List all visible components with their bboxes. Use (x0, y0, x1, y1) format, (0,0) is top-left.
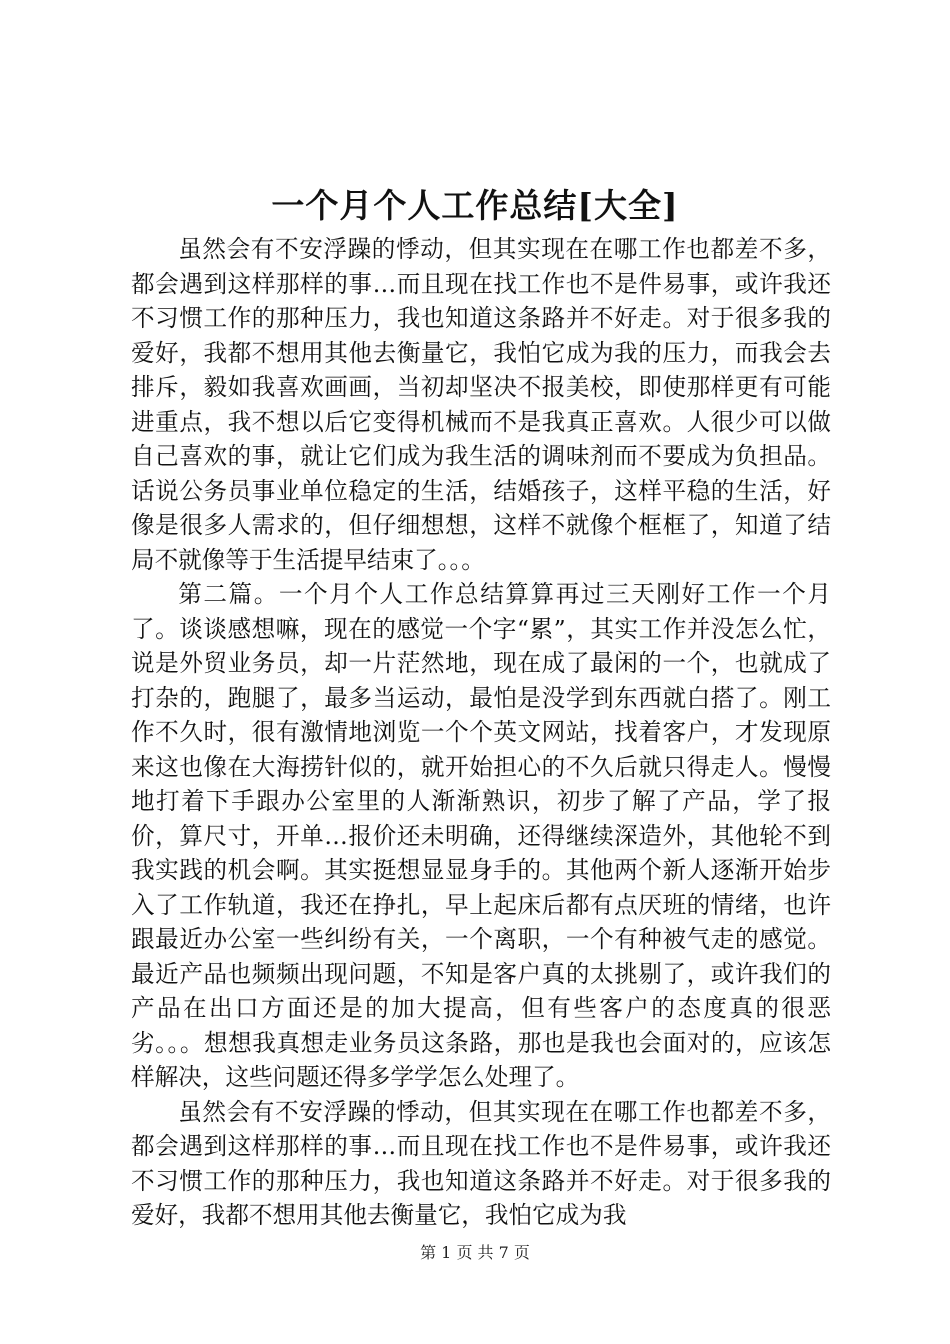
paragraph-1: 虽然会有不安浮躁的悸动，但其实现在在哪工作也都差不多，都会遇到这样那样的事…而且现在找工作也不是件易事，或许我还不习惯工作的那种压力，我也知道这条路并不好走。对于很多我的爱好，我都不想用其他去衡量它，我怕它成为我的压力，而我会去排斥，毅如我喜欢画画，当初却坚决不报美校，即使那样更有可能进重点，我不想以后它变得机械而不是我真正喜欢。人很少可以做自己喜欢的事，就让它们成为我生活的调味剂而不要成为负担品。话说公务员事业单位稳定的生活，结婚孩子，这样平稳的生活，好像是很多人需求的，但仔细想想，这样不就像个框框了，知道了结局不就像等于生活提早结束了。。。 (131, 235, 831, 574)
paragraph-2: 第二篇。一个月个人工作总结算算再过三天刚好工作一个月了。谈谈感想嘛，现在的感觉一个字“累”，其实工作并没怎么忙，说是外贸业务员，却一片茫然地，现在成了最闲的一个，也就成了打杂的，跑腿了，最多当运动，最怕是没学到东西就白搭了。刚工作不久时，很有激情地浏览一个个英文网站，找着客户，才发现原来这也像在大海捞针似的，就开始担心的不久后就只得走人。慢慢地打着下手跟办公室里的人渐渐熟识，初步了解了产品，学了报价，算尺寸，开单…报价还未明确，还得继续深造外，其他轮不到我实践的机会啊。其实挺想显显身手的。其他两个新人逐渐开始步入了工作轨道，我还在挣扎，早上起床后都有点厌班的情绪，也许跟最近办公室一些纠纷有关，一个离职，一个有种被气走的感觉。最近产品也频频出现问题，不知是客户真的太挑剔了，或许我们的产品在出口方面还是的加大提高，但有些客户的态度真的很恶劣。。。想想我真想走业务员这条路，那也是我也会面对的，应该怎样解决，这些问题还得多学学怎么处理了。 (131, 580, 831, 1091)
page-number-footer: 第 1 页 共 7 页 (420, 1243, 530, 1262)
document-body (131, 232, 831, 1229)
document-title: 一个月个人工作总结[大全] (271, 186, 679, 225)
paragraph-3: 虽然会有不安浮躁的悸动，但其实现在在哪工作也都差不多，都会遇到这样那样的事…而且现在找工作也不是件易事，或许我还不习惯工作的那种压力，我也知道这条路并不好走。对于很多我的爱好，我都不想用其他去衡量它，我怕它成为我 (131, 1097, 831, 1229)
